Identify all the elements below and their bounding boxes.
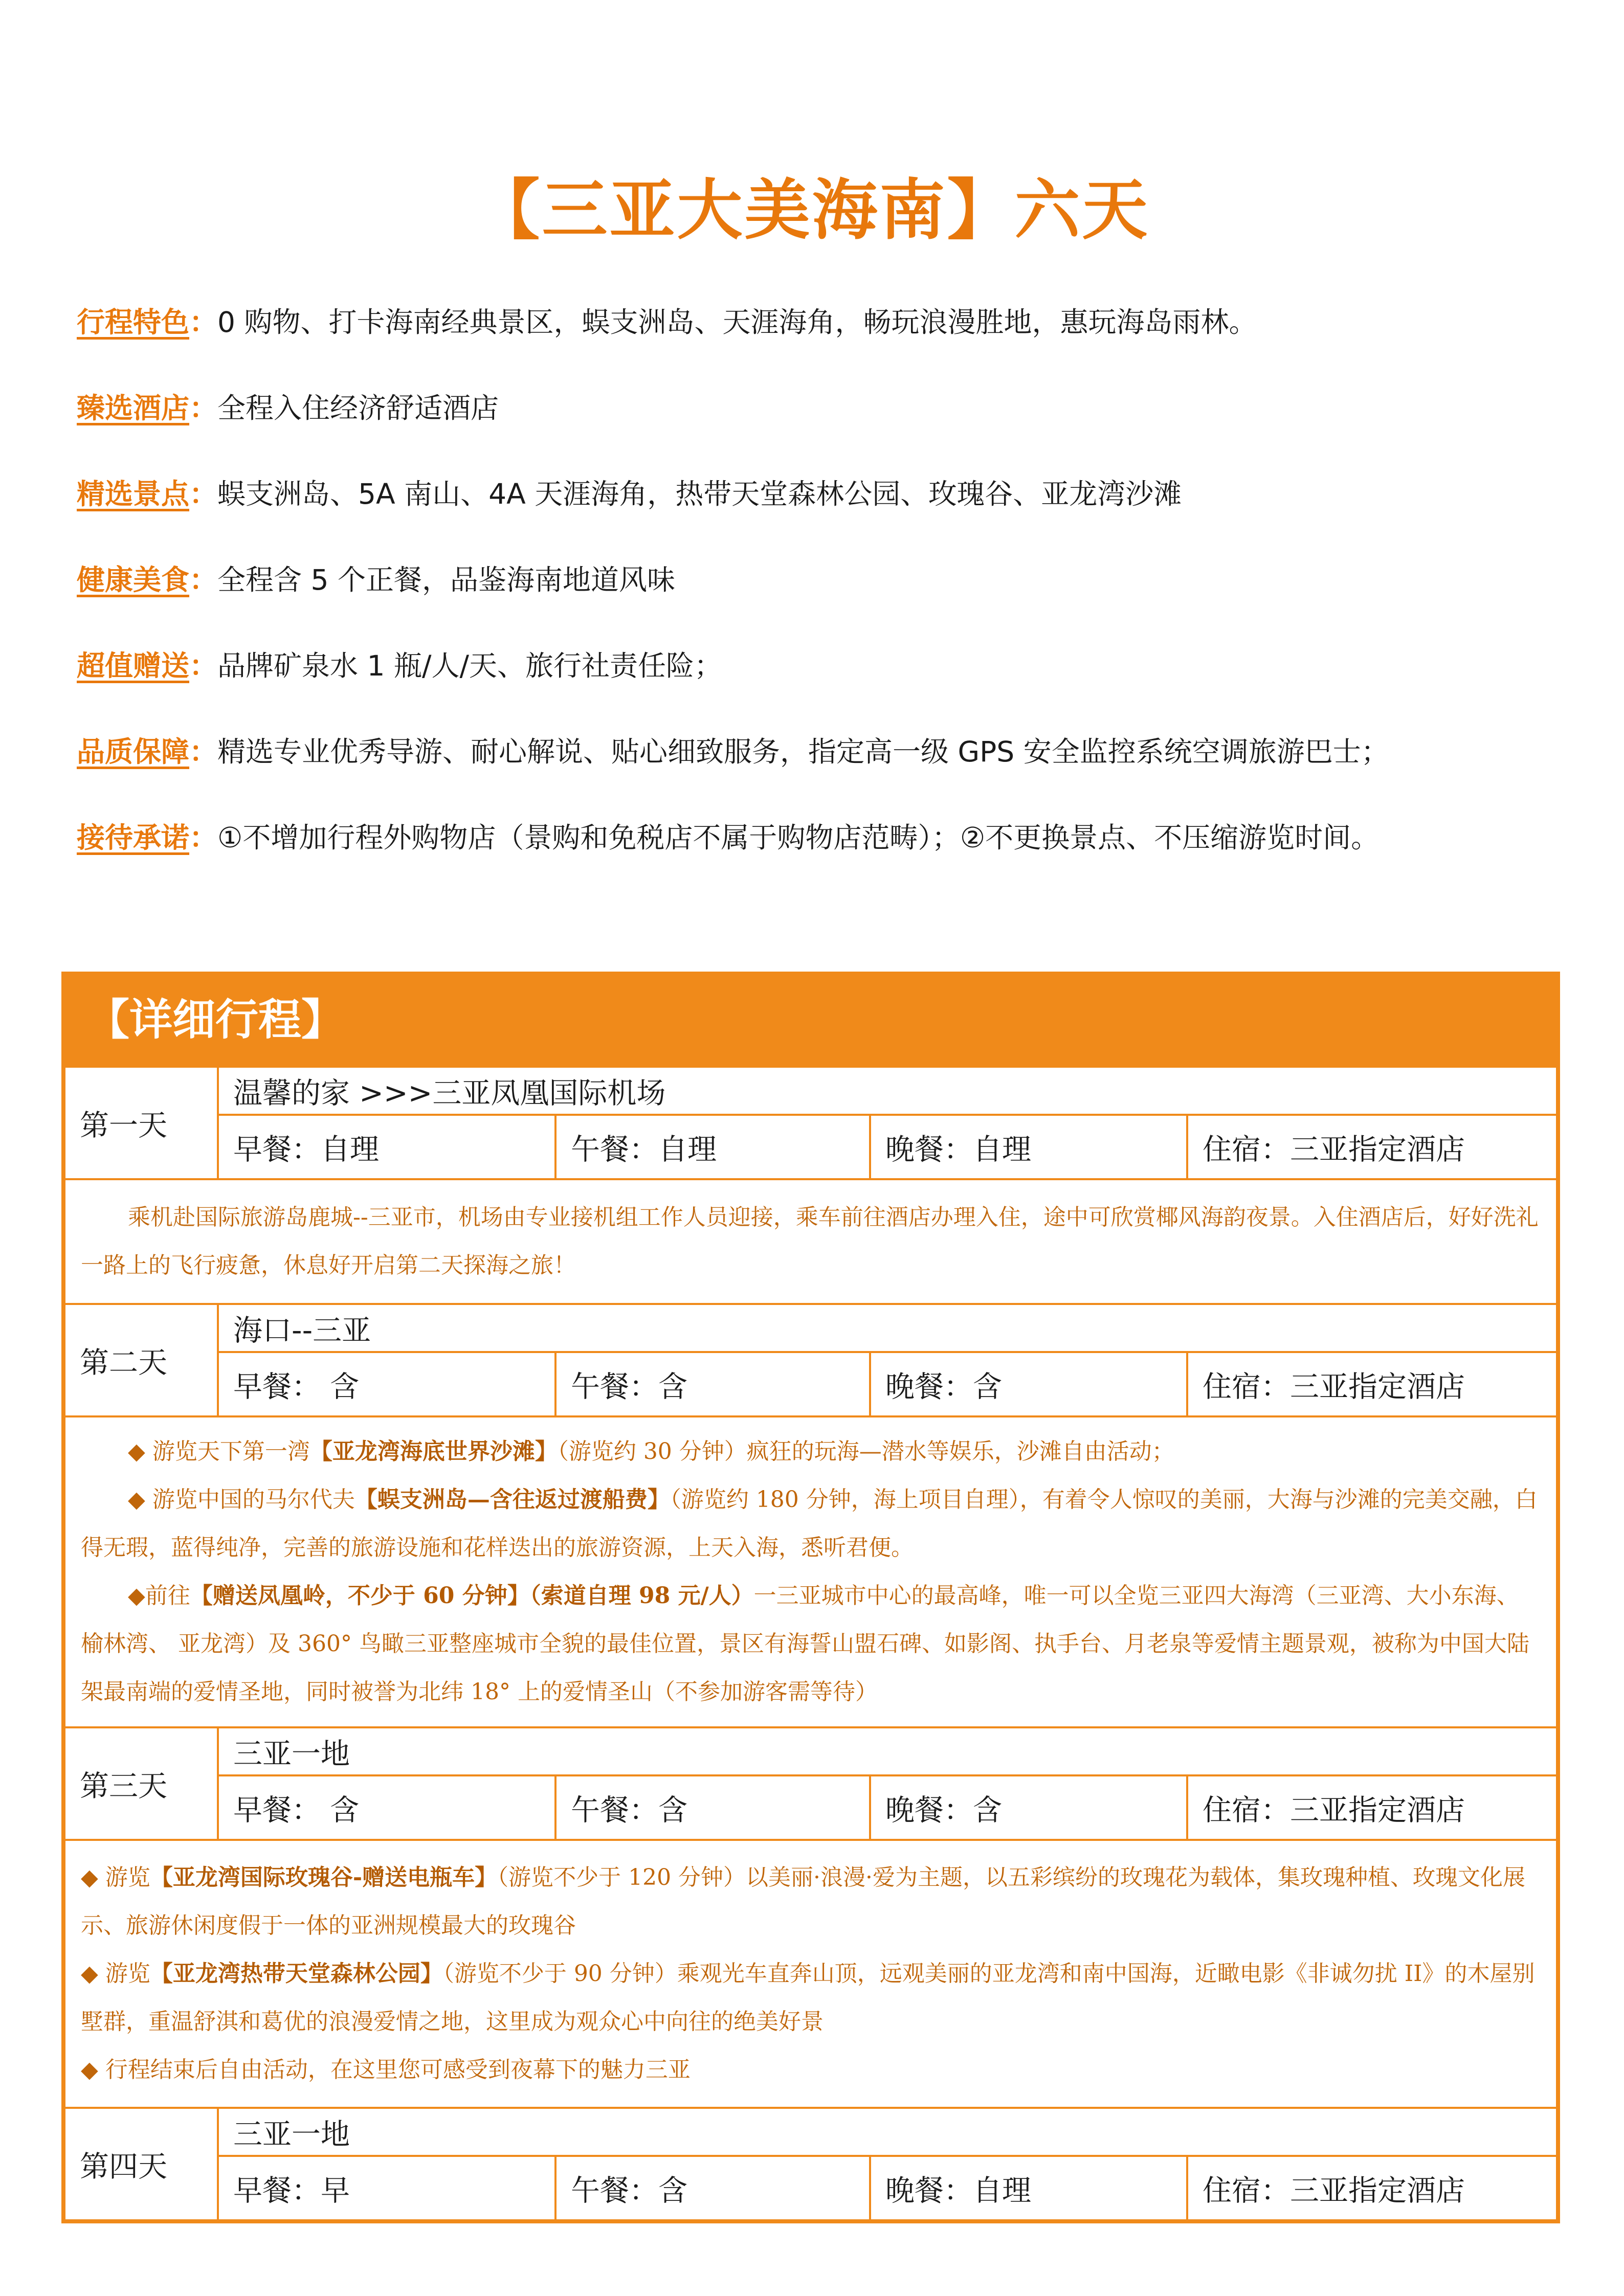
activity-item: ◆ 游览天下第一湾【亚龙湾海底世界沙滩】（游览约 30 分钟）疯狂的玩海—潜水等娱乐，沙滩自由活动； [128, 1438, 1174, 1465]
lunch-cell: 午餐：含 [555, 1352, 870, 1416]
activity-item: ◆ 行程结束后自由活动，在这里您可感受到夜幕下的魅力三亚 [81, 2057, 691, 2083]
page-title: 【三亚大美海南】六天 [474, 172, 1150, 249]
feature-list [77, 299, 1560, 901]
breakfast-cell: 早餐：自理 [218, 1115, 555, 1179]
feature-item: 接待承诺：①不增加行程外购物店（景购和免税店不属于购物店范畴）；②不更换景点、不压缩游览时间。 [77, 821, 1380, 854]
day-route: 温馨的家 >>>三亚凤凰国际机场 [218, 1067, 1557, 1115]
feature-item: 精选景点：蜈支洲岛、5A 南山、4A 天涯海角，热带天堂森林公园、玫瑰谷、亚龙湾沙滩 [77, 478, 1182, 510]
hotel-cell: 住宿：三亚指定酒店 [1187, 2156, 1557, 2220]
itinerary-heading: 【详细行程】 [63, 974, 1558, 1066]
feature-text: 品牌矿泉水 1 瓶/人/天、旅行社责任险； [217, 649, 723, 682]
activity-item: ◆ 游览【亚龙湾国际玫瑰谷-赠送电瓶车】（游览不少于 120 分钟）以美丽·浪漫·爱为主题，以五彩缤纷的玫瑰花为载体，集玫瑰种植、玫瑰文化展示、旅游休闲度假于一体的亚洲规模最大的玫瑰谷 [81, 1864, 1526, 1939]
feature-label: 臻选酒店 [77, 392, 190, 424]
feature-item: 臻选酒店：全程入住经济舒适酒店 [77, 392, 499, 424]
day-label: 第二天 [64, 1304, 218, 1416]
feature-item: 行程特色：0 购物、打卡海南经典景区，蜈支洲岛、天涯海角，畅玩浪漫胜地，惠玩海岛雨林。 [77, 306, 1257, 339]
feature-text: 全程入住经济舒适酒店 [217, 392, 499, 424]
feature-label: 健康美食 [77, 564, 190, 596]
activity-item: ◆前往【赠送凤凰岭，不少于 60 分钟】（索道自理 98 元/人）一三亚城市中心的最高峰，唯一可以全览三亚四大海湾（三亚湾、大小东海、榆林湾、 亚龙湾）及 360° 鸟瞰三亚整座城市全貌的最佳位置，景区有海誓山盟石碑、如影阁、执手台、月老泉等爱情主题景观，被称为中国大陆架最南端的爱情圣地，同时被誉为北纬 18° 上的爱情圣山（不参加游客需等待） [81, 1583, 1529, 1705]
day-route: 海口--三亚 [218, 1304, 1557, 1352]
hotel-cell: 住宿：三亚指定酒店 [1187, 1352, 1557, 1416]
feature-item: 健康美食：全程含 5 个正餐，品鉴海南地道风味 [77, 564, 675, 596]
feature-text: 蜈支洲岛、5A 南山、4A 天涯海角，热带天堂森林公园、玫瑰谷、亚龙湾沙滩 [217, 478, 1182, 510]
lunch-cell: 午餐：自理 [555, 1115, 870, 1179]
lunch-cell: 午餐：含 [555, 2156, 870, 2220]
day-description [64, 1840, 1557, 2108]
hotel-cell: 住宿：三亚指定酒店 [1187, 1115, 1557, 1179]
dinner-cell: 晚餐：含 [870, 1775, 1187, 1840]
feature-label: 精选景点 [77, 478, 190, 510]
feature-label: 行程特色 [77, 306, 190, 339]
day-label: 第三天 [64, 1727, 218, 1840]
feature-text: 精选专业优秀导游、耐心解说、贴心细致服务，指定高一级 GPS 安全监控系统空调旅游巴士； [217, 735, 1389, 768]
activity-item: ◆ 游览【亚龙湾热带天堂森林公园】（游览不少于 90 分钟）乘观光车直奔山顶，远观美丽的亚龙湾和南中国海，近瞰电影《非诚勿扰 II》的木屋别墅群，重温舒淇和葛优的浪漫爱情之地，这里成为观众心中向往的绝美好景 [81, 1961, 1535, 2035]
activity-item: ◆ 游览中国的马尔代夫【蜈支洲岛—含往返过渡船费】（游览约 180 分钟，海上项目自理），有着令人惊叹的美丽，大海与沙滩的完美交融，白得无瑕，蓝得纯净，完善的旅游设施和花样迭出的旅游资源，上天入海，悉听君便。 [81, 1487, 1538, 1561]
feature-label: 接待承诺 [77, 821, 190, 854]
hotel-cell: 住宿：三亚指定酒店 [1187, 1775, 1557, 1840]
dinner-cell: 晚餐：含 [870, 1352, 1187, 1416]
dinner-cell: 晚餐：自理 [870, 1115, 1187, 1179]
feature-item: 超值赠送：品牌矿泉水 1 瓶/人/天、旅行社责任险； [77, 649, 723, 682]
breakfast-cell: 早餐： 含 [218, 1775, 555, 1840]
feature-text: 全程含 5 个正餐，品鉴海南地道风味 [217, 564, 675, 596]
dinner-cell: 晚餐：自理 [870, 2156, 1187, 2220]
day-route: 三亚一地 [218, 1727, 1557, 1775]
feature-item: 品质保障：精选专业优秀导游、耐心解说、贴心细致服务，指定高一级 GPS 安全监控系统空调旅游巴士； [77, 735, 1389, 768]
itinerary-table [61, 972, 1560, 2223]
feature-label: 品质保障 [77, 735, 190, 768]
feature-label: 超值赠送 [77, 649, 190, 682]
day-label: 第四天 [64, 2108, 218, 2220]
breakfast-cell: 早餐： 含 [218, 1352, 555, 1416]
breakfast-cell: 早餐：早 [218, 2156, 555, 2220]
feature-text: 0 购物、打卡海南经典景区，蜈支洲岛、天涯海角，畅玩浪漫胜地，惠玩海岛雨林。 [217, 306, 1257, 339]
lunch-cell: 午餐：含 [555, 1775, 870, 1840]
feature-text: ①不增加行程外购物店（景购和免税店不属于购物店范畴）；②不更换景点、不压缩游览时间。 [217, 821, 1380, 854]
day-route: 三亚一地 [218, 2108, 1557, 2156]
day-description: 乘机赴国际旅游岛鹿城--三亚市，机场由专业接机组工作人员迎接，乘车前往酒店办理入住，途中可欣赏椰风海韵夜景。入住酒店后，好好洗礼一路上的飞行疲惫，休息好开启第二天探海之旅！ [64, 1179, 1557, 1304]
day-label: 第一天 [64, 1067, 218, 1179]
day-description [64, 1416, 1557, 1727]
